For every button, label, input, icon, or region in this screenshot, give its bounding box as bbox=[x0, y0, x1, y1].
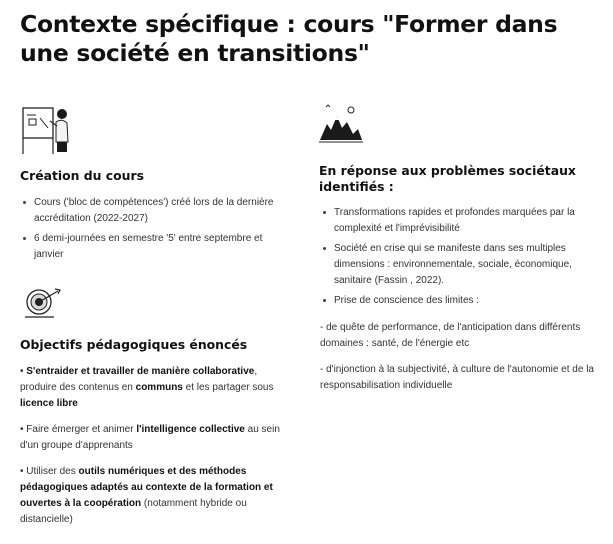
list-item: Prise de conscience des limites : bbox=[320, 293, 592, 309]
person-at-board-icon bbox=[20, 106, 72, 161]
list-item: Société en crise qui se manifeste dans ses multiples dimensions : environnementale, sociale, économique, sanitaire (Fassin , 2022). bbox=[320, 241, 592, 289]
list-item: 6 demi-journées en semestre '5' entre septembre et janvier bbox=[20, 231, 292, 263]
objectifs-paragraphs bbox=[20, 364, 282, 538]
objective-outils-numeriques: • Utiliser des outils numériques et des méthodes pédagogiques adaptés au contexte de la formation et ouvertes à la coopération (notamment hybride ou distancielle) bbox=[20, 466, 273, 525]
target-arrow-icon bbox=[22, 288, 62, 325]
list-item: Transformations rapides et profondes marquées par la complexité et l'imprévisibilité bbox=[320, 205, 592, 237]
objective-intelligence-collective: • Faire émerger et animer l'intelligence collective au sein d'un groupe d'apprenants bbox=[20, 424, 280, 451]
limite-subjectivite: - d'injonction à la subjectivité, à culture de l'autonomie et de la responsabilisation individuelle bbox=[320, 364, 594, 391]
creation-list bbox=[20, 195, 292, 267]
section-heading-objectifs: Objectifs pédagogiques énoncés bbox=[20, 337, 248, 352]
section-heading-creation: Création du cours bbox=[20, 168, 144, 183]
problemes-list bbox=[320, 205, 592, 313]
objective-collaboration: • S'entraider et travailler de manière collaborative, produire des contenus en communs et les partager sous licence libre bbox=[20, 366, 274, 409]
limite-performance: - de quête de performance, de l'anticipation dans différents domaines : santé, de l'énergie etc bbox=[320, 322, 581, 349]
mountain-landscape-icon bbox=[318, 102, 364, 151]
page-title: Contexte spécifique : cours "Former dans une société en transitions" bbox=[20, 10, 558, 67]
limites-paragraphs bbox=[320, 320, 600, 404]
section-heading-problemes: En réponse aux problèmes sociétaux identifiés : bbox=[319, 163, 576, 194]
list-item: Cours ('bloc de compétences') créé lors de la dernière accréditation (2022-2027) bbox=[20, 195, 292, 227]
